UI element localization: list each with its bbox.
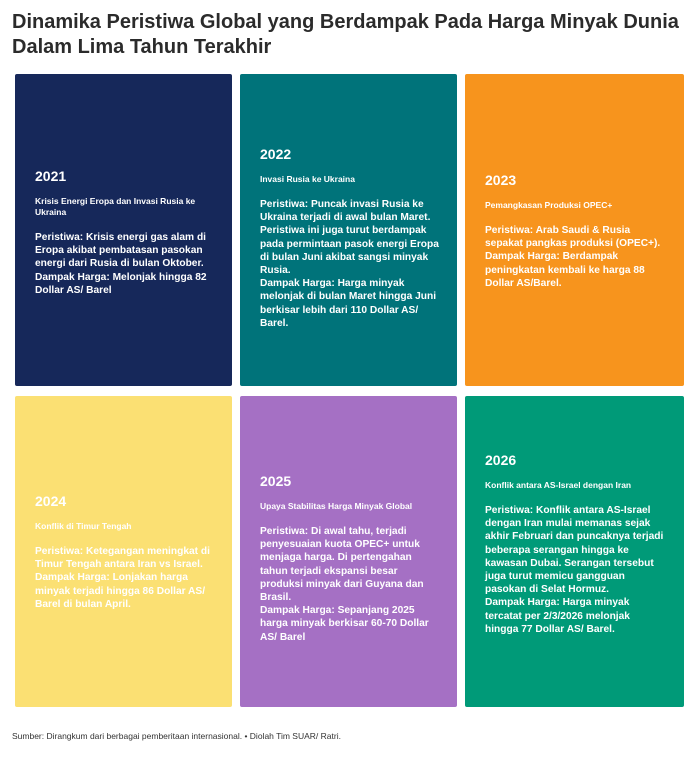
- card-subtitle: Invasi Rusia ke Ukraina: [260, 174, 355, 184]
- card-year: 2024: [35, 493, 67, 509]
- page-title: Dinamika Peristiwa Global yang Berdampak Pada Harga Minyak Dunia Dalam Lima Tahun Terakhir: [12, 11, 679, 58]
- card-2025: [240, 396, 457, 707]
- card-description: Peristiwa: Puncak invasi Rusia ke Ukraina terjadi di awal bulan Maret. Peristiwa ini juga turut berdampak pada permintaan pasok energi Eropa di bulan Juni akibat sangsi minyak Rusia. Dampak Harga: Harga minyak melonjak di bulan Maret hingga Juni berkisar lebih dari 110 Dollar AS/ Barel.: [260, 199, 439, 329]
- card-year: 2025: [260, 473, 292, 489]
- card-subtitle: Krisis Energi Eropa dan Invasi Rusia ke Ukraina: [35, 196, 196, 217]
- card-description: Peristiwa: Krisis energi gas alam di Eropa akibat pembatasan pasokan energi dari Rusia di bulan Oktober. Dampak Harga: Melonjak hingga 82 Dollar AS/ Barel: [35, 232, 207, 296]
- card-subtitle: Konflik di Timur Tengah: [35, 521, 132, 531]
- card-year: 2023: [485, 172, 517, 188]
- card-year: 2021: [35, 168, 67, 184]
- card-subtitle: Upaya Stabilitas Harga Minyak Global: [260, 501, 413, 511]
- card-year: 2022: [260, 146, 292, 162]
- card-description: Peristiwa: Ketegangan meningkat di Timur Tengah antara Iran vs Israel. Dampak Harga: Lonjakan harga minyak terjadi hingga 86 Dollar AS/ Barel di bulan April.: [35, 546, 210, 610]
- source-note: Sumber: Dirangkum dari berbagai pemberitaan internasional. • Diolah Tim SUAR/ Ratri.: [12, 731, 341, 741]
- card-year: 2026: [485, 452, 517, 468]
- card-2024: [15, 396, 232, 707]
- card-description: Peristiwa: Di awal tahu, terjadi penyesuaian kuota OPEC+ untuk menjaga harga. Di pertengahan tahun terjadi ekspansi besar produksi minyak dari Guyana dan Brasil. Dampak Harga: Sepanjang 2025 harga minyak berkisar 60-70 Dollar AS/ Barel: [260, 526, 429, 643]
- card-2022: [240, 74, 457, 386]
- card-2026: [465, 396, 684, 707]
- card-description: Peristiwa: Konflik antara AS-Israel dengan Iran mulai memanas sejak akhir Februari dan puncaknya terjadi beberapa serangan hingga ke kawasan Dubai. Serangan tersebut juga turut memicu gangguan pasokan di Selat Hormuz. Dampak Harga: Harga minyak tercatat per 2/3/2026 melonjak hingga 77 Dollar AS/ Barel.: [485, 505, 664, 635]
- card-description: Peristiwa: Arab Saudi & Rusia sepakat pangkas produksi (OPEC+). Dampak Harga: Berdampak peningkatan kembali ke harga 88 Dollar AS/Barel.: [485, 225, 661, 289]
- card-2023: [465, 74, 684, 386]
- card-subtitle: Konflik antara AS-Israel dengan Iran: [485, 480, 632, 490]
- card-2021: [15, 74, 232, 386]
- card-subtitle: Pemangkasan Produksi OPEC+: [485, 200, 613, 210]
